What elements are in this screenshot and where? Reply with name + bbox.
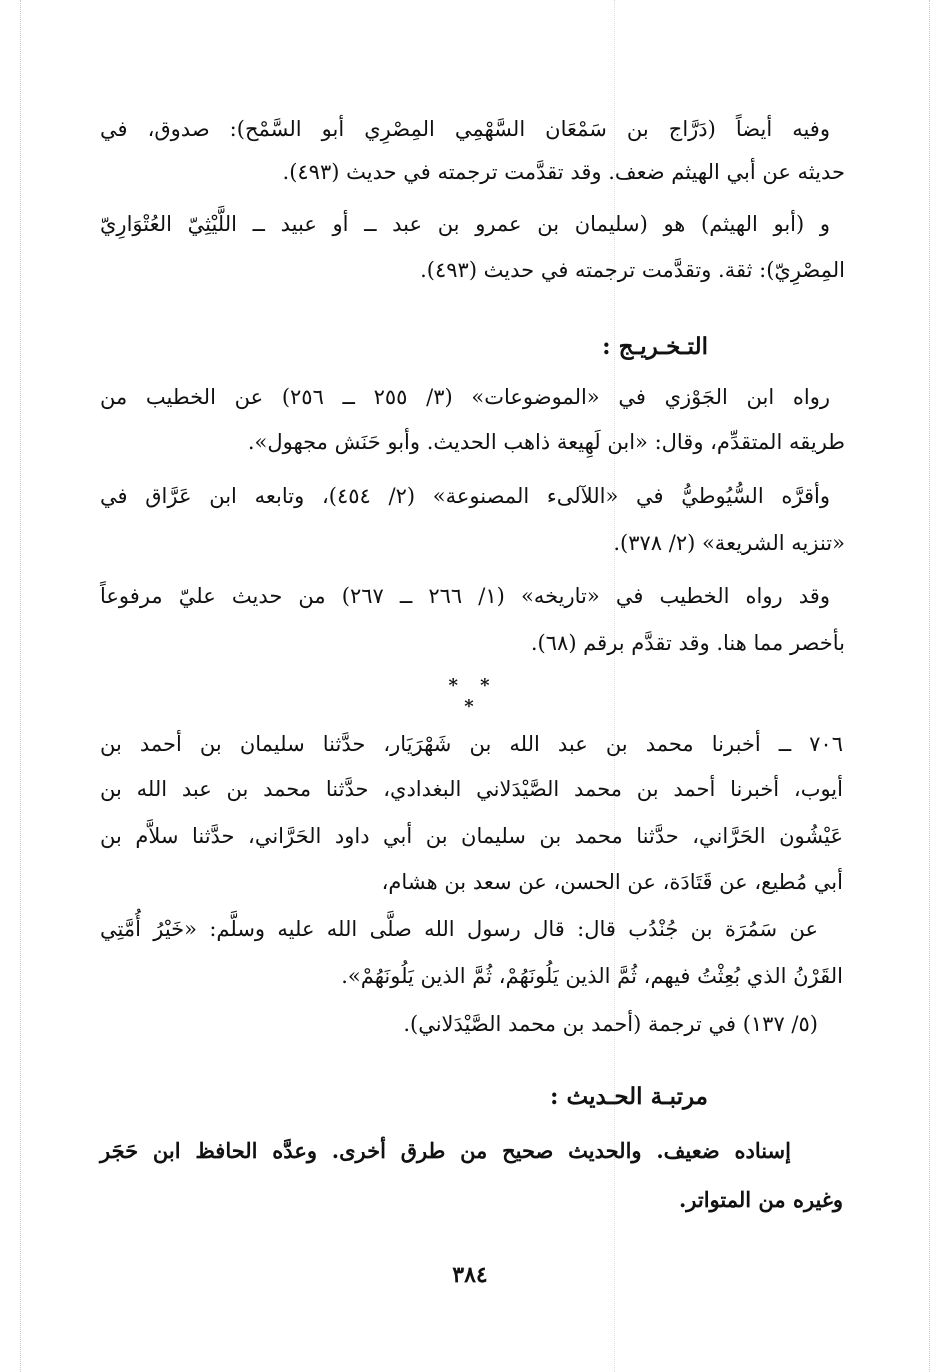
takhrij-line: بأخصر مما هنا. وقد تقدَّم برقم (٦٨).	[530, 631, 845, 655]
page-number: ٣٨٤	[452, 1262, 488, 1288]
hadith-line: أيوب، أخبرنا أحمد بن محمد الصَّيْدَلاني البغدادي، حدَّثنا محمد بن عبد الله بن	[100, 777, 843, 801]
hadith-line: القَرْنُ الذي بُعِثْتُ فيهم، ثُمَّ الذين يَلُونَهُمْ، ثُمَّ الذين يَلُونَهُمْ».	[341, 964, 843, 988]
narrator-note-line: حديثه عن أبي الهيثم ضعف. وقد تقدَّمت ترجمته في حديث (٤٩٣).	[282, 160, 845, 184]
rank-line: إسناده ضعيف. والحديث صحيح من طرق أخرى. وعدَّه الحافظ ابن حَجَر	[100, 1138, 791, 1163]
section-separator: * * *	[448, 675, 498, 717]
scan-margin-line	[929, 0, 930, 1372]
takhrij-line: «تنزيه الشريعة» (٢/ ٣٧٨).	[613, 531, 845, 555]
takhrij-line: وقد رواه الخطيب في «تاريخه» (١/ ٢٦٦ ــ ٢٦٧) من حديث عليّ مرفوعاً	[100, 584, 830, 608]
takhrij-line: طريقه المتقدِّم، وقال: «ابن لَهِيعة ذاهب الحديث. وأبو حَنَش مجهول».	[247, 430, 845, 454]
narrator-note-line: وفيه أيضاً (دَرَّاج بن سَمْعَان السَّهْمِي المِصْرِي أبو السَّمْح): صدوق، في	[100, 117, 830, 141]
scan-margin-line	[20, 0, 21, 1372]
section-heading-rank: مرتبـة الحـديث :	[550, 1083, 708, 1110]
narrator-note-line: المِصْرِيّ): ثقة. وتقدَّمت ترجمته في حديث (٤٩٣).	[420, 258, 845, 282]
hadith-line: عَيْشُون الحَرَّاني، حدَّثنا محمد بن سليمان بن أبي داود الحَرَّاني، حدَّثنا سلاَّم بن	[100, 824, 843, 848]
takhrij-line: وأقرَّه السُّيُوطيُّ في «اللآلىء المصنوعة» (٢/ ٤٥٤)، وتابعه ابن عَرَّاق في	[100, 484, 830, 508]
narrator-note-line: و (أبو الهيثم) هو (سليمان بن عمرو بن عبد ــ أو عبيد ــ اللَّيْثِيّ العُتْوَارِيّ	[100, 212, 830, 236]
hadith-line: ٧٠٦ ــ أخبرنا محمد بن عبد الله بن شَهْرَيَار، حدَّثنا سليمان بن أحمد بن	[100, 732, 843, 756]
hadith-source-line: (٥/ ١٣٧) في ترجمة (أحمد بن محمد الصَّيْدَلاني).	[403, 1012, 818, 1036]
hadith-line: أبي مُطيع، عن قَتَادَة، عن الحسن، عن سعد بن هشام،	[381, 870, 843, 894]
takhrij-line: رواه ابن الجَوْزي في «الموضوعات» (٣/ ٢٥٥ ــ ٢٥٦) عن الخطيب من	[100, 385, 830, 409]
hadith-line: عن سَمُرَة بن جُنْدُب قال: قال رسول الله صلَّى الله عليه وسلَّم: «خَيْرُ أُمَّتِي	[100, 917, 818, 941]
rank-line: وغيره من المتواتر.	[678, 1187, 843, 1212]
section-heading-takhrij: التـخـريـج :	[602, 333, 708, 360]
